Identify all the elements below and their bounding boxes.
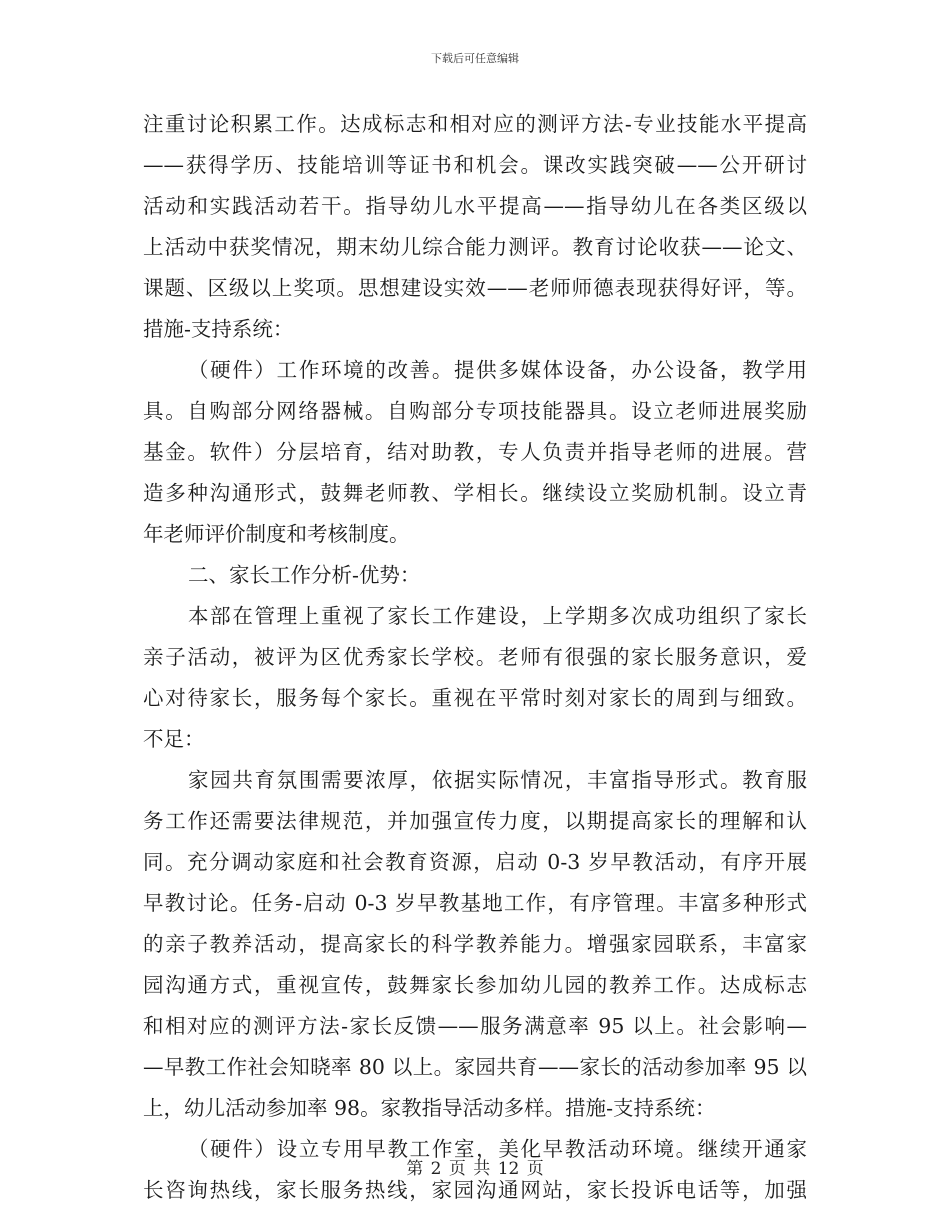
text-line: 家园共育氛围需要浓厚，依据实际情况，丰富指导形式。教育服 bbox=[188, 768, 807, 792]
page-number: 第 2 页 共 12 页 bbox=[406, 1159, 544, 1179]
text-line: （硬件）工作环境的改善。提供多媒体设备，办公设备，教学用 bbox=[188, 358, 807, 382]
page-header: 下载后可任意编辑 bbox=[431, 52, 519, 65]
text-line: 造多种沟通形式，鼓舞老师教、学相长。继续设立奖励机制。设立青 bbox=[143, 481, 807, 505]
text-line: 同。充分调动家庭和社会教育资源，启动 0-3 岁早教活动，有序开展 bbox=[143, 850, 807, 874]
text-line: 措施-支持系统： bbox=[143, 317, 294, 341]
text-line: 务工作还需要法律规范，并加强宣传力度，以期提高家长的理解和认 bbox=[143, 809, 807, 833]
text-line: 长咨询热线，家长服务热线，家园沟通网站，家长投诉电话等，加强 bbox=[143, 1178, 807, 1202]
text-line: 和相对应的测评方法-家长反馈——服务满意率 95 以上。社会影响— bbox=[143, 1014, 807, 1038]
text-line: 年老师评价制度和考核制度。 bbox=[143, 522, 410, 546]
text-line: 上活动中获奖情况，期末幼儿综合能力测评。教育讨论收获——论文、 bbox=[143, 235, 807, 259]
text-line: 本部在管理上重视了家长工作建设，上学期多次成功组织了家长 bbox=[188, 604, 807, 628]
text-line: 上，幼儿活动参加率 98。家教指导活动多样。措施-支持系统： bbox=[143, 1096, 716, 1120]
document-body bbox=[143, 104, 807, 1211]
text-line: 早教讨论。任务-启动 0-3 岁早教基地工作，有序管理。丰富多种形式 bbox=[143, 891, 807, 915]
text-line: 亲子活动，被评为区优秀家长学校。老师有很强的家长服务意识，爱 bbox=[143, 645, 807, 669]
text-line: （硬件）设立专用早教工作室，美化早教活动环境。继续开通家 bbox=[188, 1137, 807, 1161]
text-line: 心对待家长，服务每个家长。重视在平常时刻对家长的周到与细致。 bbox=[143, 686, 807, 710]
text-line: 的亲子教养活动，提高家长的科学教养能力。增强家园联系，丰富家 bbox=[143, 932, 807, 956]
section-heading: 二、家长工作分析-优势： bbox=[188, 563, 421, 587]
text-line: 注重讨论积累工作。达成标志和相对应的测评方法-专业技能水平提高 bbox=[143, 112, 807, 136]
text-line: 园沟通方式，重视宣传，鼓舞家长参加幼儿园的教养工作。达成标志 bbox=[143, 973, 807, 997]
text-line: 活动和实践活动若干。指导幼儿水平提高——指导幼儿在各类区级以 bbox=[143, 194, 807, 218]
text-line: 不足： bbox=[143, 727, 205, 751]
text-line: —早教工作社会知晓率 80 以上。家园共育——家长的活动参加率 95 以 bbox=[143, 1055, 807, 1079]
text-line: 基金。软件）分层培育，结对助教，专人负责并指导老师的进展。营 bbox=[143, 440, 807, 464]
text-line: ——获得学历、技能培训等证书和机会。课改实践突破——公开研讨 bbox=[143, 153, 807, 177]
text-line: 具。自购部分网络器械。自购部分专项技能器具。设立老师进展奖励 bbox=[143, 399, 807, 423]
text-line: 课题、区级以上奖项。思想建设实效——老师师德表现获得好评，等。 bbox=[143, 276, 807, 300]
